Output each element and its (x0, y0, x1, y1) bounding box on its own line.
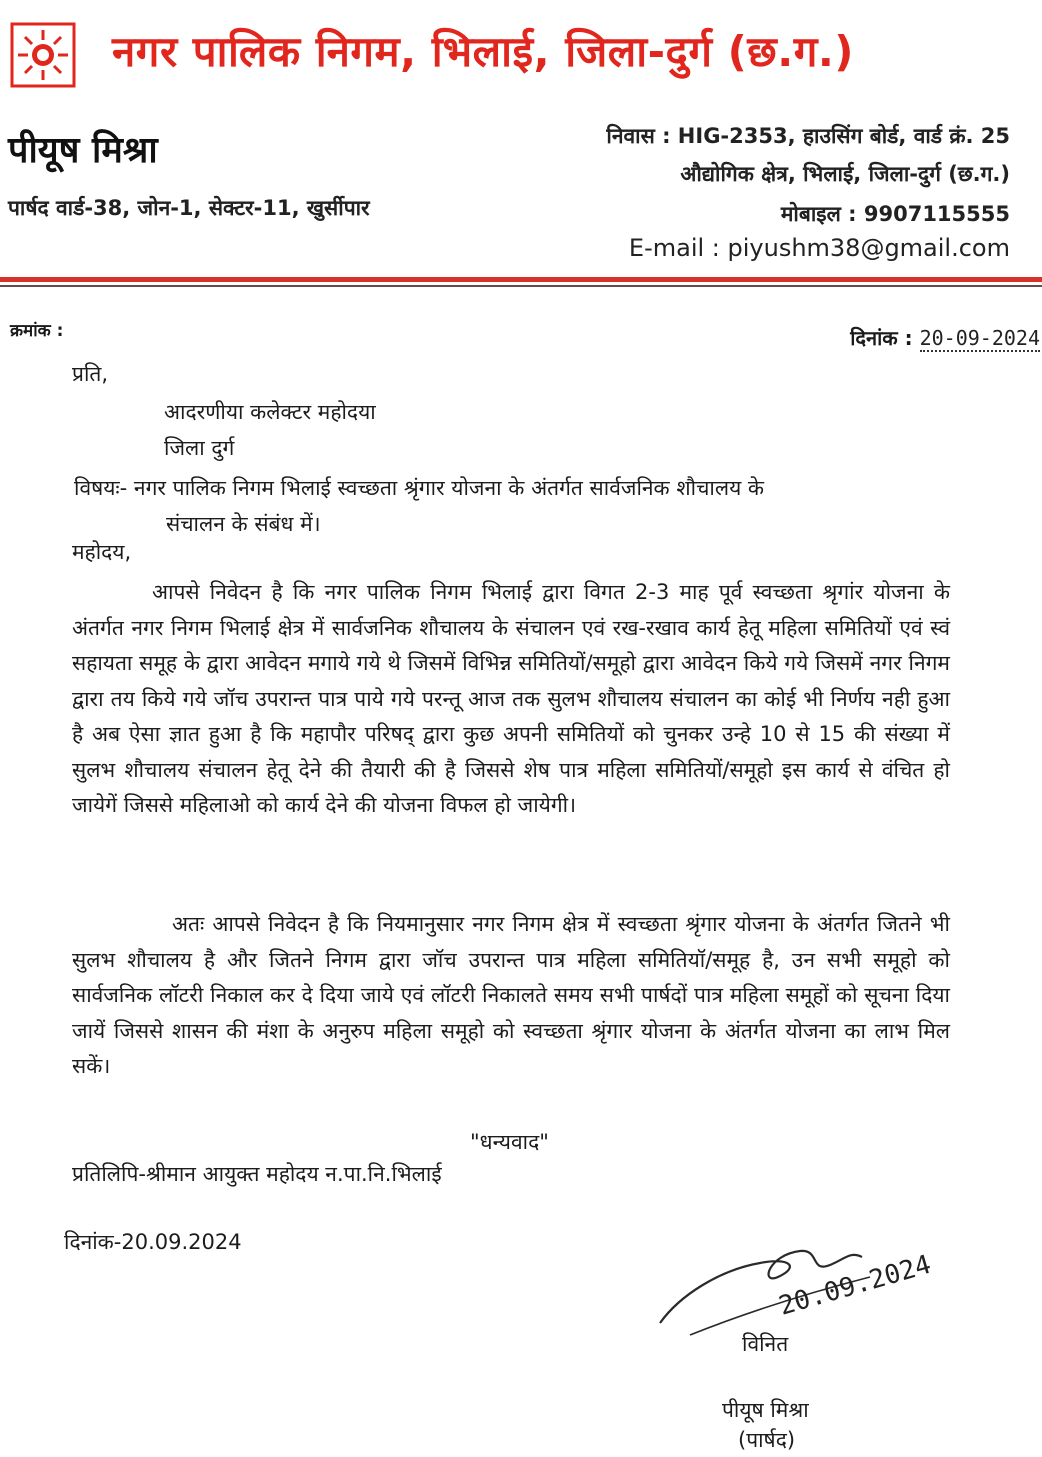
handwritten-signature (650, 1215, 990, 1365)
email-address: E-mail : piyushm38@gmail.com (628, 234, 1010, 262)
sender-name: पीयूष मिश्रा (8, 130, 158, 171)
thanks-note: "धन्यवाद" (470, 1130, 549, 1154)
salutation: महोदय, (72, 540, 132, 564)
header-divider-dark (0, 285, 1042, 287)
subject-line-2: संचालन के संबंध में। (166, 512, 321, 536)
reference-label: क्रमांक : (10, 321, 64, 341)
closing: विनित (742, 1332, 789, 1356)
header-divider-red (0, 277, 1042, 282)
ward-details: पार्षद वार्ड-38, जोन-1, सेक्टर-11, खुर्सीपार (8, 196, 370, 220)
date-value: 20-09-2024 (919, 326, 1040, 350)
recipient-line-1: आदरणीया कलेक्टर महोदया (164, 400, 376, 424)
address-line-2: औद्योगिक क्षेत्र, भिलाई, जिला-दुर्ग (छ.ग.) (680, 162, 1010, 186)
date-label: दिनांक : (850, 326, 913, 350)
paragraph-1: आपसे निवेदन है कि नगर पालिक निगम भिलाई द्वारा विगत 2-3 माह पूर्व स्वच्छता श्रृगांर योजना के अंतर्गत नगर निगम भिलाई क्षेत्र में सार्वजनिक शौचालय के संचालन एवं रख-रखाव कार्य हेतू महिला समितियों एवं स्वं सहायता समूह के द्वारा आवेदन मगाये गये थे जिसमें विभिन्न समितियों/समूहो द्वारा आवेदन किये गये जिसमें नगर निगम द्वारा तय किये गये जॉच उपरान्त पात्र पाये गये परन्तू आज तक सुलभ शौचालय संचालन का कोई भी निर्णय नही हुआ है अब ऐसा ज्ञात हुआ है कि महापौर परिषद् द्वारा कुछ अपनी समितियों को चुनकर उन्हे 10 से 15 की संख्या में सुलभ शौचालय संचालन हेतू देने की तैयारी की है जिससे शेष पात्र महिला समितियों/समूहो इस कार्य से वंचित हो जायेगें जिससे महिलाओ को कार्य देने की योजना विफल हो जायेगी। (72, 580, 950, 817)
paragraph-2: अतः आपसे निवेदन है कि नियमानुसार नगर निगम क्षेत्र में स्वच्छता श्रृंगार योजना के अंतर्गत जितने भी सुलभ शौचालय है और जितने निगम द्वारा जॉच उपरान्त पात्र महिला समितियॉ/समूह है, उन सभी समूहो को सार्वजनिक लॉटरी निकाल कर दे दिया जाये एवं लॉटरी निकालते समय सभी पार्षदों पात्र महिला समूहों को सूचना दिया जायें जिससे शासन की मंशा के अनुरुप महिला समूहो को स्वच्छता श्रृंगार योजना के अंतर्गत योजना का लाभ मिल सकें। (72, 912, 950, 1078)
signer-name: पीयूष मिश्रा (722, 1398, 809, 1422)
sun-emblem-icon (10, 22, 76, 88)
date-bottom: दिनांक-20.09.2024 (64, 1230, 242, 1254)
subject (74, 470, 954, 542)
mobile-number: मोबाइल : 9907115555 (780, 202, 1010, 226)
org-title: नगर पालिक निगम, भिलाई, जिला-दुर्ग (छ.ग.) (112, 27, 854, 76)
address-line-1: निवास : HIG-2353, हाउसिंग बोर्ड, वार्ड क्रं. 25 (606, 124, 1010, 148)
recipient-line-2: जिला दुर्ग (164, 436, 235, 460)
to-label: प्रति, (72, 362, 109, 386)
signer-role: (पार्षद) (738, 1428, 796, 1452)
date-field (850, 324, 1040, 351)
subject-line-1: विषयः- नगर पालिक निगम भिलाई स्वच्छता श्रृंगार योजना के अंतर्गत सार्वजनिक शौचालय के (74, 476, 765, 500)
signature-date: 20.09.2024 (775, 1249, 935, 1322)
copy-to: प्रतिलिपि-श्रीमान आयुक्त महोदय न.पा.नि.भिलाई (72, 1162, 442, 1186)
